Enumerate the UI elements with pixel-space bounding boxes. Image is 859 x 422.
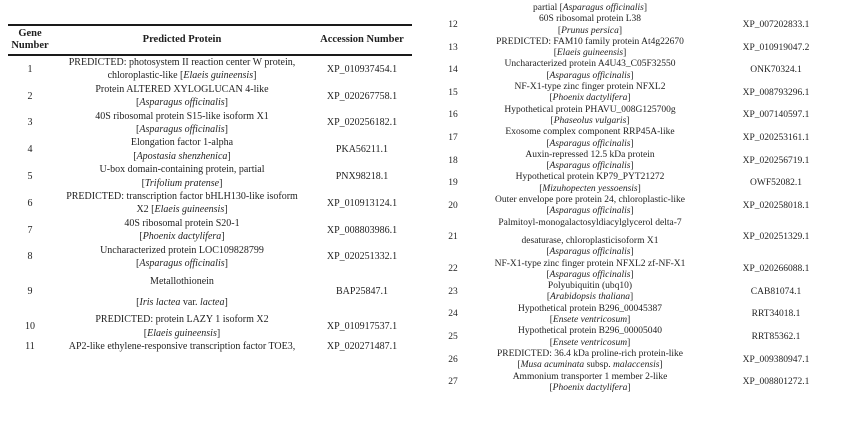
table-row — [432, 172, 846, 195]
header-gene-line1: Gene — [18, 28, 42, 39]
protein-line — [52, 313, 312, 326]
gene-number-cell: 27 — [448, 377, 458, 388]
protein-text: [ — [549, 382, 553, 393]
table-row — [8, 217, 412, 244]
protein-cell — [474, 218, 706, 259]
protein-line — [474, 349, 706, 360]
accession-cell: XP_010913124.1 — [326, 197, 398, 209]
protein-line — [52, 271, 312, 292]
species-name: Asparagus officinalis — [139, 258, 225, 270]
accession-cell: XP_010937454.1 — [326, 63, 398, 75]
protein-cell — [474, 105, 706, 128]
species-name: Phoenix dactylifera — [552, 382, 628, 393]
species-name: Trifolium pratense — [144, 177, 220, 189]
protein-line — [474, 172, 706, 183]
table-row — [432, 105, 846, 128]
protein-line — [474, 14, 706, 25]
protein-line — [474, 139, 706, 150]
accession-cell: XP_020251332.1 — [326, 251, 398, 263]
protein-line — [52, 230, 312, 243]
protein-cell — [52, 110, 312, 137]
protein-text: Palmitoyl-monogalactosyldiacylglycerol delta-7 — [498, 217, 682, 228]
right-table-body — [432, 3, 846, 394]
table-row — [432, 37, 846, 60]
table-row — [432, 304, 846, 327]
protein-line — [52, 327, 312, 340]
protein-text: [ — [133, 150, 137, 162]
protein-text: [ — [517, 360, 521, 371]
protein-cell — [52, 313, 312, 340]
protein-cell — [474, 304, 706, 327]
protein-text: [ — [546, 269, 550, 280]
protein-text: [ — [546, 247, 550, 258]
protein-cell — [474, 37, 706, 60]
protein-text: Hypothetical protein PHAVU_008G125700g — [504, 104, 676, 115]
species-name: Arabidopsis thaliana — [550, 292, 630, 303]
protein-text: ] — [630, 161, 634, 172]
gene-number-cell: 10 — [25, 321, 35, 333]
protein-line — [52, 163, 312, 176]
protein-text: PREDICTED: FAM10 family protein At4g22670 — [496, 36, 684, 47]
protein-line — [52, 177, 312, 190]
protein-cell — [474, 326, 706, 349]
gene-number-cell: 21 — [448, 232, 458, 243]
protein-text: ] — [618, 25, 623, 36]
protein-text: [ — [136, 296, 140, 308]
protein-text: [ — [546, 206, 550, 217]
protein-text: [ — [549, 337, 553, 348]
protein-text: Hypothetical protein B296_00005040 — [517, 326, 663, 337]
protein-line — [52, 123, 312, 136]
table-row — [8, 56, 412, 83]
accession-cell: XP_008801272.1 — [742, 377, 810, 388]
protein-line — [52, 136, 312, 149]
protein-line — [474, 150, 706, 161]
protein-text: ] — [630, 269, 634, 280]
table-row — [8, 136, 412, 163]
protein-line — [474, 48, 706, 59]
protein-line — [474, 26, 706, 37]
table-header-row — [8, 26, 412, 56]
protein-line — [474, 372, 706, 383]
gene-number-cell: 5 — [27, 170, 33, 182]
protein-text: [ — [549, 315, 553, 326]
protein-text: X2 [ — [136, 204, 155, 216]
protein-cell — [474, 259, 706, 282]
species-name: Musa acuminata — [520, 360, 585, 371]
protein-line — [474, 259, 706, 270]
species-name: Iris lactea — [139, 296, 181, 308]
protein-text: desaturase, chloroplasticisoform X1 — [521, 235, 659, 246]
protein-text: ] — [253, 70, 257, 82]
protein-line — [474, 338, 706, 349]
protein-text: ] — [627, 337, 631, 348]
species-name: Asparagus officinalis — [139, 124, 225, 136]
protein-line — [474, 315, 706, 326]
accession-cell: XP_020253161.1 — [742, 132, 810, 143]
protein-text: ] — [629, 292, 634, 303]
species-name: Prunus persica — [561, 25, 619, 36]
species-name: Asparagus officinalis — [549, 70, 631, 81]
protein-line — [474, 218, 706, 229]
species-name: Phoenix dactylifera — [142, 231, 222, 243]
species-name: lactea — [200, 296, 225, 308]
accession-cell: XP_020256182.1 — [326, 117, 398, 129]
protein-cell — [52, 217, 312, 244]
protein-text: ] — [659, 360, 663, 371]
protein-text: [ — [136, 124, 140, 136]
protein-text: ] — [224, 97, 228, 109]
table-row — [432, 349, 846, 372]
protein-text: [ — [553, 48, 557, 59]
gene-number-cell: 6 — [27, 197, 33, 209]
table-row — [8, 313, 412, 340]
protein-cell — [474, 82, 706, 105]
species-name: Asparagus officinalis — [549, 138, 631, 149]
protein-text: chloroplastic-like [ — [107, 70, 184, 82]
gene-number-cell: 20 — [448, 200, 458, 211]
table-row — [432, 82, 846, 105]
protein-line — [474, 37, 706, 48]
protein-text: ] — [630, 247, 634, 258]
gene-number-cell: 1 — [27, 63, 33, 75]
table-row — [432, 281, 846, 304]
accession-cell: RRT85362.1 — [751, 331, 801, 342]
table-row — [8, 190, 412, 217]
protein-line — [474, 184, 706, 195]
protein-line — [474, 270, 706, 281]
protein-cell — [474, 281, 706, 304]
accession-cell: OWF52082.1 — [750, 178, 802, 189]
protein-text: [ — [546, 70, 550, 81]
protein-text: [ — [546, 292, 551, 303]
protein-cell — [474, 150, 706, 173]
header-gene-line2: Number — [11, 39, 49, 51]
protein-cell — [474, 59, 706, 82]
species-name: Asparagus officinalis — [549, 269, 631, 280]
gene-number-cell: 11 — [25, 341, 35, 353]
protein-line — [474, 236, 706, 247]
protein-text: ] — [221, 231, 225, 243]
protein-text: [ — [550, 115, 554, 126]
protein-text: 60S ribosomal protein L38 — [538, 14, 642, 25]
protein-text: ] — [627, 382, 631, 393]
protein-cell — [52, 271, 312, 314]
protein-text: ] — [224, 204, 228, 216]
protein-line — [474, 82, 706, 93]
gene-number-cell: 17 — [448, 132, 458, 143]
protein-text: Exosome complex component RRP45A-like — [505, 127, 675, 138]
table-row — [432, 218, 846, 259]
table-row — [8, 340, 412, 353]
left-table-body — [8, 56, 412, 354]
protein-text: ] — [630, 138, 634, 149]
species-name: Ensete ventricosum — [552, 337, 628, 348]
protein-line — [52, 340, 312, 353]
protein-text: PREDICTED: protein LAZY 1 isoform X2 — [95, 314, 269, 326]
accession-cell: XP_007202833.1 — [742, 19, 810, 30]
species-name: Mizuhopecten yessoensis — [542, 183, 638, 194]
column-header-predicted-protein: Predicted Protein — [142, 33, 222, 45]
species-name: malaccensis — [612, 360, 660, 371]
protein-text: ] — [623, 48, 627, 59]
protein-text: ] — [637, 183, 641, 194]
table-row — [432, 150, 846, 173]
protein-cell — [52, 190, 312, 217]
accession-cell: XP_008803986.1 — [326, 224, 398, 236]
protein-text: Uncharacterized protein LOC109828799 — [100, 244, 264, 256]
table-row — [432, 3, 846, 14]
table-row — [432, 59, 846, 82]
accession-cell: XP_020266088.1 — [742, 264, 810, 275]
table-row — [432, 326, 846, 349]
protein-cell — [474, 3, 706, 14]
protein-text: ] — [627, 93, 631, 104]
protein-text: [ — [141, 177, 145, 189]
protein-text: ] — [216, 327, 221, 339]
protein-line — [474, 3, 706, 14]
accession-cell: RRT34018.1 — [751, 309, 801, 320]
protein-text: NF-X1-type zinc finger protein NFXL2 zf-NF-X1 — [494, 258, 686, 269]
protein-text: NF-X1-type zinc finger protein NFXL2 — [514, 82, 666, 93]
protein-line — [474, 195, 706, 206]
protein-text: Auxin-repressed 12.5 kDa protein — [525, 149, 655, 160]
protein-line — [52, 110, 312, 123]
protein-cell — [474, 127, 706, 150]
protein-text: ] — [630, 70, 634, 81]
accession-cell: XP_008793296.1 — [742, 87, 810, 98]
protein-line — [474, 71, 706, 82]
protein-cell — [52, 340, 312, 353]
protein-text: Hypothetical protein B296_00045387 — [517, 303, 663, 314]
gene-table-left-column — [8, 24, 412, 354]
protein-text: U-box domain-containing protein, partial — [99, 164, 265, 176]
table-row — [8, 244, 412, 271]
protein-line — [474, 360, 706, 371]
column-header-accession-number: Accession Number — [320, 33, 404, 45]
table-row — [432, 195, 846, 218]
species-name: Elaeis guineensis — [183, 70, 254, 82]
table-row — [8, 83, 412, 110]
gene-number-cell: 18 — [448, 155, 458, 166]
species-name: Phoenix dactylifera — [552, 93, 628, 104]
protein-text: Metallothionein — [150, 275, 214, 287]
protein-text: Uncharacterized protein A4U43_C05F32550 — [504, 59, 676, 70]
protein-text: ] — [224, 258, 228, 270]
protein-line — [52, 96, 312, 109]
protein-text: [ — [546, 138, 550, 149]
gene-number-cell: 24 — [448, 309, 458, 320]
species-name: Elaeis guineensis — [556, 48, 624, 59]
gene-number-cell: 13 — [448, 42, 458, 53]
gene-number-cell: 15 — [448, 87, 458, 98]
gene-number-cell: 7 — [27, 224, 33, 236]
accession-cell: ONK70324.1 — [750, 65, 802, 76]
accession-cell: XP_020251329.1 — [742, 232, 810, 243]
accession-cell: PNX98218.1 — [335, 170, 389, 182]
protein-line — [52, 244, 312, 257]
protein-line — [474, 292, 706, 303]
accession-cell: XP_007140597.1 — [742, 110, 810, 121]
species-name: Apostasia shenzhenica — [136, 150, 228, 162]
protein-text: PREDICTED: 36.4 kDa proline-rich protein-like — [496, 348, 683, 359]
protein-text: Elongation factor 1-alpha — [130, 137, 234, 149]
gene-number-cell: 2 — [27, 90, 33, 102]
table-row — [8, 271, 412, 314]
protein-text: ] — [630, 206, 634, 217]
protein-line — [52, 217, 312, 230]
protein-line — [52, 150, 312, 163]
protein-cell — [474, 172, 706, 195]
gene-number-cell: 12 — [448, 19, 458, 30]
protein-text: [ — [557, 25, 562, 36]
column-header-gene-number — [8, 28, 52, 51]
protein-line — [52, 56, 312, 69]
protein-text: var. — [180, 296, 201, 308]
gene-number-cell: 4 — [27, 144, 33, 156]
protein-line — [474, 326, 706, 337]
protein-text: Ammonium transporter 1 member 2-like — [512, 371, 668, 382]
protein-text: [ — [546, 161, 550, 172]
protein-text: ] — [643, 3, 647, 13]
protein-text: [ — [143, 327, 148, 339]
species-name: Asparagus officinalis — [139, 97, 225, 109]
gene-number-cell: 9 — [27, 286, 33, 298]
table-row — [432, 372, 846, 395]
species-name: Asparagus officinalis — [549, 161, 631, 172]
protein-text: 40S ribosomal protein S15-like isoform X1 — [95, 110, 269, 122]
accession-cell: XP_009380947.1 — [742, 354, 810, 365]
gene-number-cell: 23 — [448, 286, 458, 297]
protein-text: [ — [136, 258, 140, 270]
protein-text: ] — [224, 296, 228, 308]
protein-cell — [474, 372, 706, 395]
protein-text: subsp. — [584, 360, 613, 371]
accession-cell: XP_020256719.1 — [742, 155, 810, 166]
protein-text: [ — [136, 97, 140, 109]
accession-cell: XP_020267758.1 — [326, 90, 398, 102]
gene-number-cell: 3 — [27, 117, 33, 129]
protein-line — [474, 59, 706, 70]
protein-line — [474, 281, 706, 292]
accession-cell: XP_020258018.1 — [742, 200, 810, 211]
protein-text: ] — [219, 177, 223, 189]
species-name: Elaeis guineensis — [154, 204, 225, 216]
protein-text: 40S ribosomal protein S20-1 — [124, 217, 240, 229]
protein-line — [474, 206, 706, 217]
protein-text: ] — [227, 150, 231, 162]
gene-number-cell: 22 — [448, 264, 458, 275]
protein-text: ] — [627, 315, 631, 326]
species-name: Elaeis guineensis — [147, 327, 217, 339]
protein-cell — [52, 83, 312, 110]
protein-line — [474, 127, 706, 138]
protein-cell — [474, 349, 706, 372]
protein-text: [ — [139, 231, 143, 243]
table-row — [8, 163, 412, 190]
gene-number-cell: 14 — [448, 65, 458, 76]
protein-line — [52, 292, 312, 313]
protein-text: [ — [539, 183, 543, 194]
table-row — [8, 110, 412, 137]
protein-text: [ — [549, 93, 553, 104]
protein-cell — [474, 14, 706, 37]
protein-text: PREDICTED: transcription factor bHLH130-like isoform — [66, 191, 298, 203]
table-row — [432, 127, 846, 150]
accession-cell: XP_010917537.1 — [326, 321, 398, 333]
accession-cell: PKA56211.1 — [335, 144, 389, 156]
species-name: Asparagus officinalis — [562, 3, 644, 13]
protein-line — [52, 69, 312, 82]
protein-text: Protein ALTERED XYLOGLUCAN 4-like — [95, 83, 269, 95]
protein-line — [474, 383, 706, 394]
protein-text: ] — [626, 115, 630, 126]
protein-cell — [52, 163, 312, 190]
protein-text: PREDICTED: photosystem II reaction center W protein, — [68, 57, 296, 68]
protein-text: Polyubiquitin (ubq10) — [547, 281, 633, 292]
protein-cell — [52, 244, 312, 271]
protein-text: Hypothetical protein KP79_PYT21272 — [515, 172, 665, 183]
table-row — [432, 14, 846, 37]
gene-number-cell: 19 — [448, 178, 458, 189]
accession-cell: XP_010919047.2 — [742, 42, 810, 53]
accession-cell: XP_020271487.1 — [326, 341, 398, 353]
accession-cell: CAB81074.1 — [750, 286, 802, 297]
protein-text: Outer envelope pore protein 24, chloroplastic-like — [495, 195, 685, 206]
protein-text: AP2-like ethylene-responsive transcription factor TOE3, — [68, 341, 296, 353]
protein-cell — [52, 56, 312, 83]
protein-cell — [474, 195, 706, 218]
protein-text: ] — [224, 124, 228, 136]
protein-line — [52, 190, 312, 203]
species-name: Asparagus officinalis — [549, 206, 631, 217]
gene-number-cell: 16 — [448, 110, 458, 121]
gene-table-right-column — [432, 3, 846, 394]
accession-cell: BAP25847.1 — [336, 286, 388, 298]
protein-line — [474, 116, 706, 127]
protein-line — [474, 161, 706, 172]
gene-number-cell: 8 — [27, 251, 33, 263]
protein-line — [474, 105, 706, 116]
gene-number-cell: 26 — [448, 354, 458, 365]
protein-line — [474, 247, 706, 258]
species-name: Asparagus officinalis — [549, 247, 631, 258]
protein-line — [52, 257, 312, 270]
protein-text: partial [ — [532, 3, 563, 13]
species-name: Ensete ventricosum — [552, 315, 628, 326]
table-row — [432, 259, 846, 282]
protein-line — [474, 304, 706, 315]
species-name: Phaseolus vulgaris — [553, 115, 627, 126]
protein-line — [52, 203, 312, 216]
protein-line — [52, 83, 312, 96]
protein-cell — [52, 136, 312, 163]
gene-number-cell: 25 — [448, 331, 458, 342]
protein-line — [474, 93, 706, 104]
